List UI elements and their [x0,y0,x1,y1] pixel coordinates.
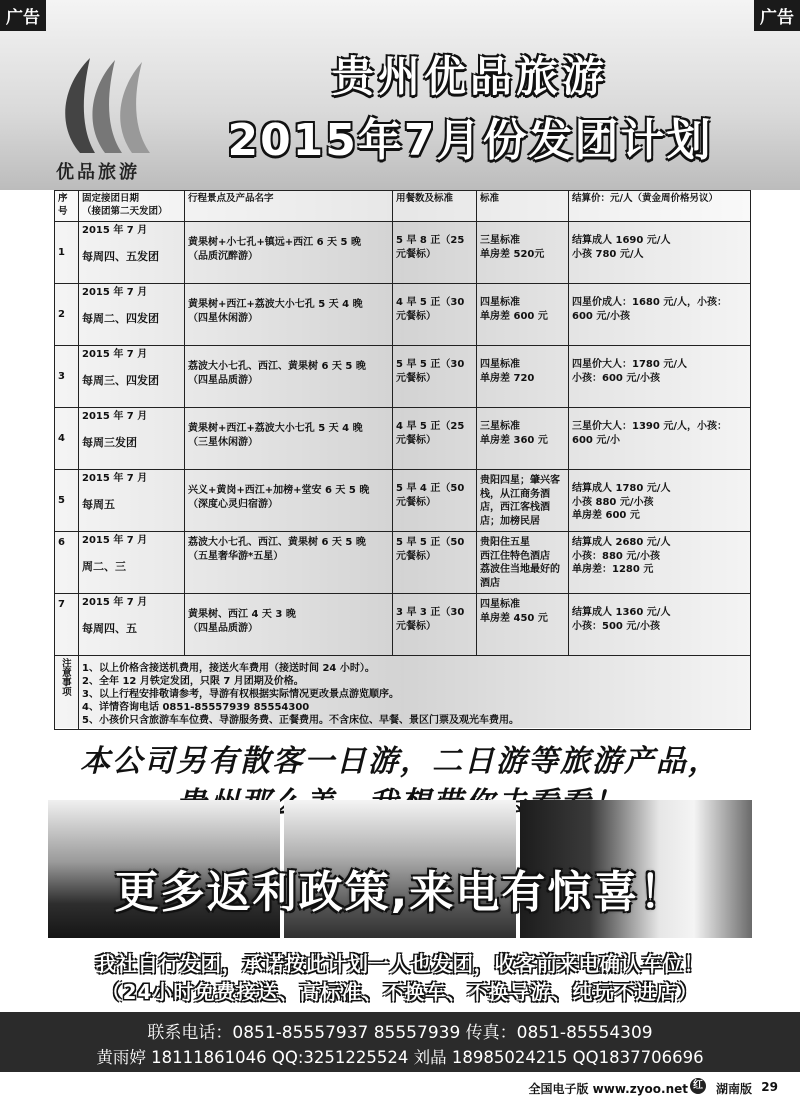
row-price [569,346,751,408]
row-no [55,594,79,656]
page-title: 贵州优品旅游 [331,52,608,101]
row-route-text: 兴义+黄岗+西江+加榜+堂安 6 天 5 晚 （深度心灵归宿游） [188,485,370,510]
notes-list [82,662,747,727]
row-date-weekday: 每周三、四发团 [82,373,159,387]
table-row [55,346,751,408]
row-date-weekday: 周二、三 [82,559,126,573]
row-route-text: 黄果树+小七孔+镇远+西江 6 天 5 晚 （品质沉醉游） [188,237,361,262]
promo-banner: 更多返利政策,来电有惊喜！ [114,867,686,918]
row-date [79,532,185,594]
row-route-text: 荔波大小七孔、西江、黄果树 6 天 5 晚 （四星品质游） [188,361,366,386]
row-date-month: 2015 年 7 月 [82,411,148,422]
row-price-text: 结算成人 2680 元/人 小孩：880 元/小孩 单房差：1280 元 [572,537,671,575]
row-std [477,346,569,408]
row-route [185,594,393,656]
notes-row [55,656,751,730]
header-meal: 用餐数及标准 [393,191,477,222]
row-date [79,284,185,346]
row-no-text: 4 [58,433,65,444]
slogan-line-1: 本公司另有散客一日游，二日游等旅游产品， [80,744,720,779]
row-price-text: 结算成人 1360 元/人 小孩：500 元/小孩 [572,607,671,632]
note-item: 2、全年 12 月铁定发团，只限 7 月团期及价格。 [82,676,304,687]
row-std [477,594,569,656]
row-meal [393,470,477,532]
page-footer [0,1076,800,1100]
row-price [569,284,751,346]
row-date-weekday: 每周五 [82,497,115,511]
row-meal-text: 4 早 5 正（30 元餐标） [396,297,465,322]
table-row [55,284,751,346]
row-route [185,470,393,532]
row-meal-text: 4 早 5 正（25 元餐标） [396,421,465,446]
page-subtitle: 2015年7月份发团计划 [227,115,713,166]
contact-bar [0,1012,800,1072]
row-meal-text: 5 早 4 正（50 元餐标） [396,483,465,508]
header-route: 行程景点及产品名字 [185,191,393,222]
row-std-text: 贵阳住五星 西江住特色酒店 荔波住当地最好的酒店 [480,537,560,589]
row-std [477,470,569,532]
row-std-text: 三星标准 单房差 360 元 [480,421,548,446]
row-std-text: 四星标准 单房差 450 元 [480,599,548,624]
row-route-text: 荔波大小七孔、西江、黄果树 6 天 5 晚 （五星奢华游*五星） [188,537,366,562]
table-row [55,532,751,594]
notes-cell [79,656,751,730]
footer-edition: 湖南版 [715,1082,752,1096]
contact-phone-fax: 联系电话：0851-85557937 85557939 传真：0851-85554309 [147,1023,653,1043]
row-date-month: 2015 年 7 月 [82,225,148,236]
row-std [477,408,569,470]
row-date [79,408,185,470]
row-std-text: 四星标准 单房差 600 元 [480,297,548,322]
row-route [185,532,393,594]
commitment-line-2: （24小时免费接送、高标准、不换车、不换导游、纯玩不进店） [101,980,699,1004]
header-std: 标准 [477,191,569,222]
row-meal [393,346,477,408]
row-no [55,284,79,346]
row-std [477,222,569,284]
table-row [55,594,751,656]
table-row [55,222,751,284]
row-price-text: 三星价大人：1390 元/人，小孩：600 元/小 [572,421,727,446]
row-route-text: 黄果树+西江+荔波大小七孔 5 天 4 晚 （四星休闲游） [188,299,363,324]
row-date-weekday: 每周四、五发团 [82,249,159,263]
row-route [185,284,393,346]
row-meal [393,284,477,346]
row-no [55,470,79,532]
row-meal-text: 5 早 5 正（30 元餐标） [396,359,465,384]
note-item: 1、以上价格含接送机费用，接送火车费用（接送时间 24 小时）。 [82,663,375,674]
row-price-text: 四星价成人：1680 元/人，小孩：600 元/小孩 [572,297,727,322]
row-meal-text: 5 早 8 正（25 元餐标） [396,235,465,260]
row-route-text: 黄果树、西江 4 天 3 晚 （四星品质游） [188,609,296,634]
row-meal [393,408,477,470]
row-price [569,408,751,470]
row-no [55,222,79,284]
row-date-month: 2015 年 7 月 [82,287,148,298]
row-std-text: 贵阳四星；肇兴客栈，从江商务酒店，西江客栈酒店；加榜民居 [480,475,560,527]
row-price-text: 结算成人 1780 元/人 小孩 880 元/小孩 单房差 600 元 [572,483,671,521]
row-std [477,532,569,594]
row-no-text: 1 [58,247,65,258]
row-no-text: 2 [58,309,65,320]
row-no [55,346,79,408]
row-route [185,222,393,284]
row-route [185,408,393,470]
row-date-weekday: 每周三发团 [82,435,137,449]
row-date-month: 2015 年 7 月 [82,349,148,360]
row-no [55,408,79,470]
header-price: 结算价：元/人（黄金周价格另议） [569,191,751,222]
row-date-month: 2015 年 7 月 [82,597,148,608]
row-meal [393,532,477,594]
commitment-line-1: 我社自行发团，承诺按此计划一人也发团，收客前来电确认车位！ [95,952,705,976]
tour-schedule-table [54,190,751,730]
row-price-text: 结算成人 1690 元/人 小孩 780 元/人 [572,235,671,260]
tour-schedule-panel [54,190,750,728]
edition-badge-icon: 红 [690,1078,706,1094]
row-price [569,470,751,532]
row-date-weekday: 每周二、四发团 [82,311,159,325]
page-number: 29 [761,1080,778,1094]
row-date-weekday: 每周四、五 [82,621,137,635]
note-item: 5、小孩价只含旅游车车位费、导游服务费、正餐费用。不含床位、早餐、景区门票及观光车费用。 [82,715,519,726]
row-route-text: 黄果树+西江+荔波大小七孔 5 天 4 晚 （三星休闲游） [188,423,363,448]
row-meal-text: 3 早 3 正（30 元餐标） [396,607,465,632]
row-std [477,284,569,346]
row-date [79,346,185,408]
row-date-month: 2015 年 7 月 [82,473,148,484]
row-no [55,532,79,594]
row-date-month: 2015 年 7 月 [82,535,148,546]
row-no-text: 6 [58,537,65,548]
logo-text: 优品旅游 [56,162,140,183]
row-no-text: 3 [58,371,65,382]
table-row [55,470,751,532]
row-price [569,222,751,284]
row-route [185,346,393,408]
row-price [569,532,751,594]
table-row [55,408,751,470]
footer-site: 全国电子版 www.zyoo.net [528,1082,688,1096]
row-no-text: 7 [58,599,65,610]
table-header-row [55,191,751,222]
row-std-text: 三星标准 单房差 520元 [480,235,545,260]
row-date [79,222,185,284]
notes-label-cell [55,656,79,730]
note-item: 3、以上行程安排敬请参考，导游有权根据实际情况更改景点游览顺序。 [82,689,399,700]
header-date: 固定接团日期 （接团第二天发团） [79,191,185,222]
row-meal [393,594,477,656]
header-no: 序号 [55,191,79,222]
row-price [569,594,751,656]
notes-label: 注意事项 [59,658,71,696]
row-meal-text: 5 早 5 正（50 元餐标） [396,537,465,562]
ad-tag-right: 广告 [754,0,800,31]
row-date [79,594,185,656]
row-no-text: 5 [58,495,65,506]
contact-persons: 黄雨婷 18111861046 QQ:3251225524 刘晶 18985024215 QQ1837706696 [96,1048,704,1067]
row-date [79,470,185,532]
ad-tag-left: 广告 [0,0,46,31]
row-std-text: 四星标准 单房差 720 [480,359,535,384]
row-meal [393,222,477,284]
note-item: 4、详情咨询电话 0851-85557939 85554300 [82,702,310,713]
row-price-text: 四星价大人：1780 元/人 小孩：600 元/小孩 [572,359,687,384]
